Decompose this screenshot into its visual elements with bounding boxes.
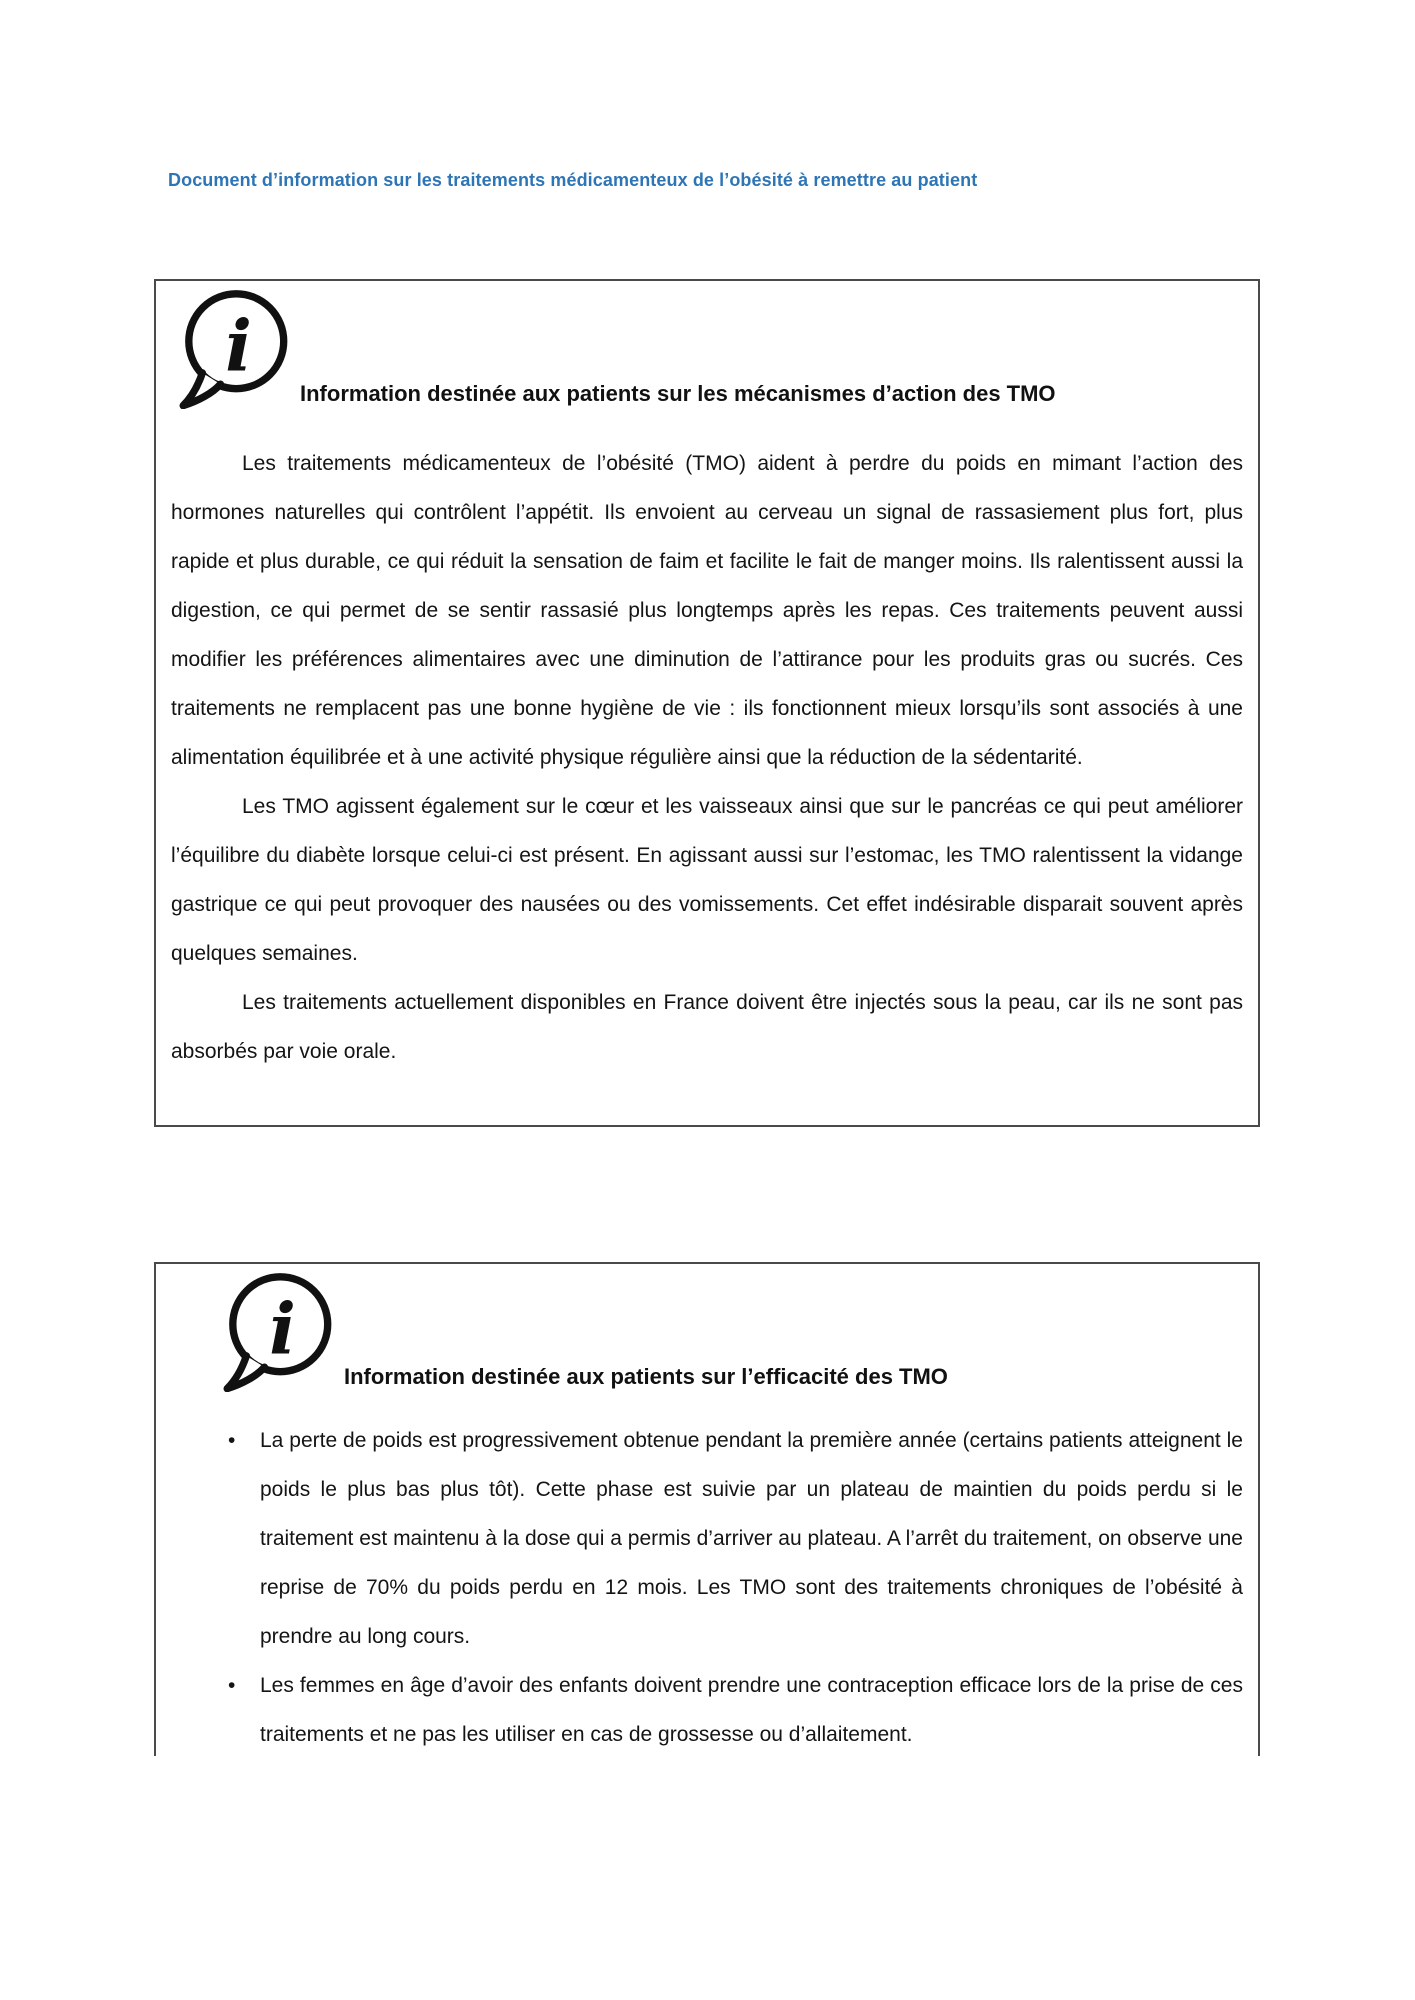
page-title: Document d’information sur les traitements médicamenteux de l’obésité à remettre au patient <box>168 170 978 190</box>
info-box-efficacy <box>154 1262 1260 1756</box>
info-speech-bubble-icon <box>218 1270 338 1392</box>
paragraph-mechanisms-2: Les TMO agissent également sur le cœur et les vaisseaux ainsi que sur le pancréas ce qui peut améliorer l’équilibre du diabète lorsque celui-ci est présent. En agissant aussi sur l’estomac, les TMO ralentissent la vidange gastrique ce qui peut provoquer des nausées ou des vomissements. Cet effet indésirable disparait souvent après quelques semaines. <box>171 795 1243 965</box>
info-box-mechanisms <box>154 279 1260 1127</box>
paragraph-mechanisms-1: Les traitements médicamenteux de l’obésité (TMO) aident à perdre du poids en mimant l’action des hormones naturelles qui contrôlent l’appétit. Ils envoient au cerveau un signal de rassasiement plus fort, plus rapide et plus durable, ce qui réduit la sensation de faim et facilite le fait de manger moins. Ils ralentissent aussi la digestion, ce qui permet de se sentir rassasié plus longtemps après les repas. Ces traitements peuvent aussi modifier les préférences alimentaires avec une diminution de l’attirance pour les produits gras ou sucrés. Ces traitements ne remplacent pas une bonne hygiène de vie : ils fonctionnent mieux lorsqu’ils sont associés à une alimentation équilibrée et à une activité physique régulière ainsi que la réduction de la sédentarité. <box>171 452 1243 769</box>
list-item-text: La perte de poids est progressivement obtenue pendant la première année (certains patients atteignent le poids le plus bas plus tôt). Cette phase est suivie par un plateau de maintien du poids perdu si le traitement est maintenu à la dose qui a permis d’arriver au plateau. A l’arrêt du traitement, on observe une reprise de 70% du poids perdu en 12 mois. Les TMO sont des traitements chroniques de l’obésité à prendre au long cours. <box>260 1429 1243 1648</box>
list-item <box>156 1416 1258 1661</box>
info-glyph: i <box>225 304 252 388</box>
box-header-efficacy <box>156 1264 1258 1392</box>
bullet-marker-icon: • <box>228 1674 236 1697</box>
info-speech-bubble-icon <box>174 287 294 409</box>
box-header-mechanisms <box>156 281 1258 409</box>
box-body-mechanisms <box>156 439 1258 1076</box>
list-item-text: Les femmes en âge d’avoir des enfants doivent prendre une contraception efficace lors de la prise de ces traitements et ne pas les utiliser en cas de grossesse ou d’allaitement. <box>260 1674 1243 1746</box>
list-item <box>156 1661 1258 1756</box>
box-heading-mechanisms: Information destinée aux patients sur les mécanismes d’action des TMO <box>300 381 1056 406</box>
box-heading-efficacy: Information destinée aux patients sur l’efficacité des TMO <box>344 1364 948 1389</box>
paragraph-mechanisms-3: Les traitements actuellement disponibles en France doivent être injectés sous la peau, car ils ne sont pas absorbés par voie orale. <box>171 991 1243 1063</box>
efficacy-bullet-list <box>156 1416 1258 1756</box>
bullet-marker-icon: • <box>228 1429 236 1452</box>
info-glyph: i <box>269 1287 296 1371</box>
